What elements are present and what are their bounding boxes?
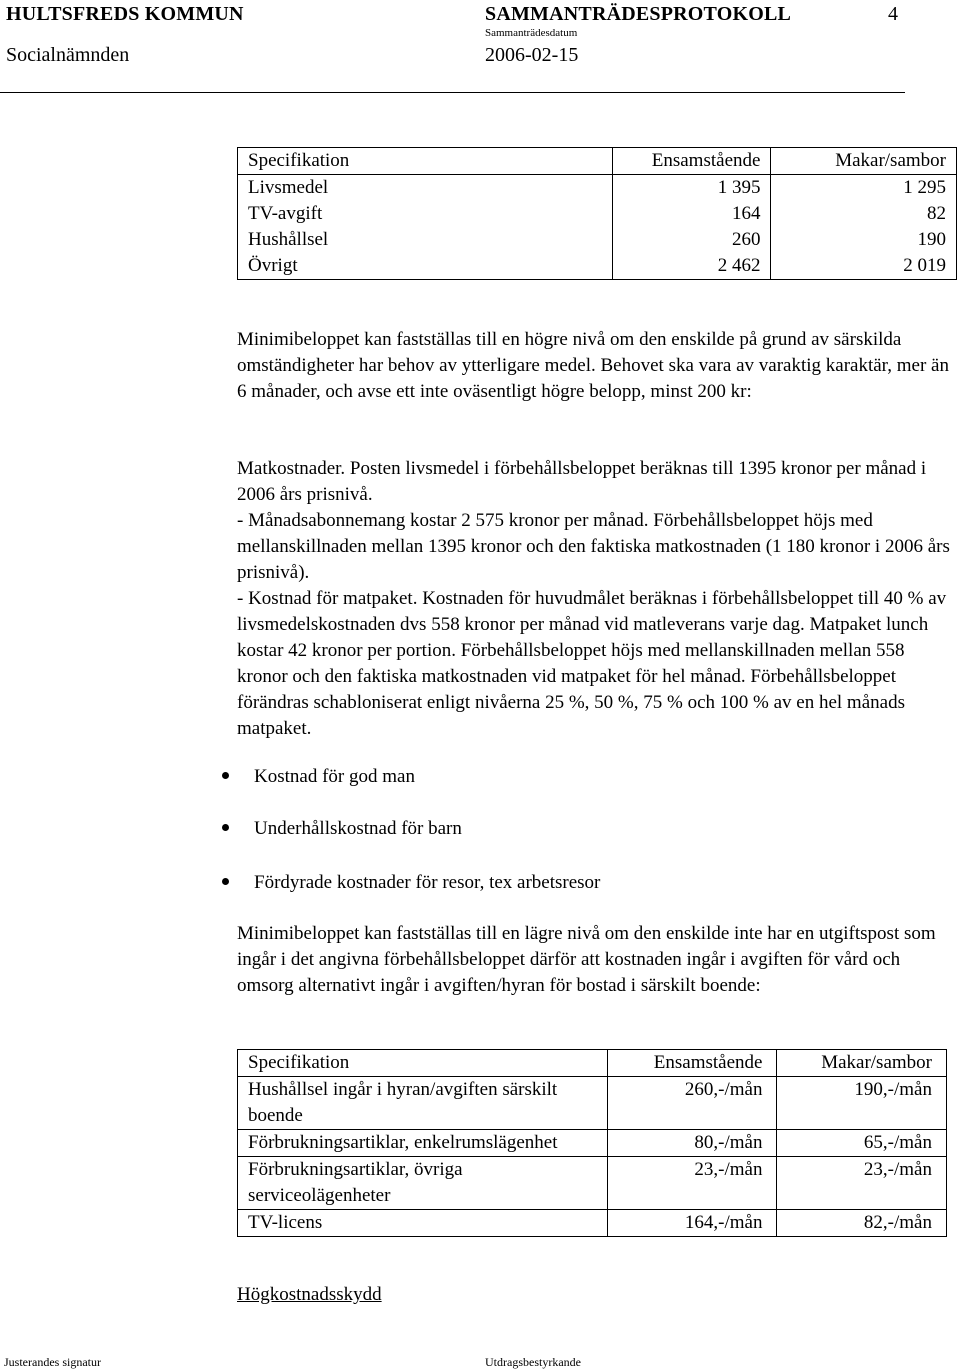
table-row [238, 201, 957, 227]
table-header-row [238, 1050, 947, 1077]
paragraph-text: Minimibeloppet kan fastställas till en lägre nivå om den enskilde inte har en utgiftspost som ingår i det angivna förbehållsbeloppet därför att kostnaden ingår i avgiften för vård och omsorg alternativt ingår i avgiften/hyran för bostad i särskilt boende: [237, 923, 936, 996]
table-cell: Förbrukningsartiklar, övriga serviceolägenheter [238, 1157, 608, 1210]
table-cell: 2 019 [771, 253, 957, 280]
table-header-row [238, 148, 957, 175]
column-header: Ensamstående [613, 148, 771, 175]
table-cell: Livsmedel [238, 175, 613, 202]
table-cell: Hushållsel [238, 227, 613, 253]
table-cell: 80,-/mån [608, 1130, 777, 1157]
table-row [238, 253, 957, 280]
signature-label: Justerandes signatur [4, 1355, 101, 1369]
column-header: Makar/sambor [771, 148, 957, 175]
committee-name: Socialnämnden [6, 44, 130, 66]
table-row [238, 1130, 947, 1157]
reduced-amounts-table [237, 1049, 947, 1237]
list-item-text: Kostnad för god man [254, 766, 415, 787]
column-header: Specifikation [238, 1050, 608, 1077]
list-item [222, 870, 600, 896]
table-cell: 2 462 [613, 253, 771, 280]
standard-amounts-table [237, 147, 957, 280]
table-cell: Förbrukningsartiklar, enkelrumslägenhet [238, 1130, 608, 1157]
table-cell: 1 395 [613, 175, 771, 202]
table-cell: 190,-/mån [777, 1077, 947, 1130]
municipality-name: HULTSFREDS KOMMUN [6, 3, 244, 25]
food-costs-section [237, 456, 952, 742]
table-cell: 82 [771, 201, 957, 227]
meeting-date: 2006-02-15 [485, 44, 579, 66]
page-number: 4 [888, 3, 898, 25]
table-row [238, 175, 957, 202]
section-heading: Högkostnadsskydd [237, 1284, 382, 1305]
paragraph-text: Minimibeloppet kan fastställas till en högre nivå om den enskilde på grund av särskilda omständigheter har behov av ytterligare medel. Behovet ska vara av varaktig karaktär, mer än 6 månader, och avse ett inte oväsentligt högre belopp, minst 200 kr: [237, 329, 949, 402]
bullet-icon [222, 878, 229, 885]
table-cell: 1 295 [771, 175, 957, 202]
extract-verification-label: Utdragsbestyrkande [485, 1355, 581, 1369]
food-costs-intro: Matkostnader. Posten livsmedel i förbehållsbeloppet beräknas till 1395 kronor per månad i 2006 års prisnivå. [237, 458, 927, 505]
meeting-date-label: Sammanträdesdatum [485, 27, 578, 39]
header-divider [0, 92, 905, 93]
table-cell: 260 [613, 227, 771, 253]
bullet-icon [222, 772, 229, 779]
table-cell: 23,-/mån [608, 1157, 777, 1210]
list-item-text: Underhållskostnad för barn [254, 818, 462, 839]
table-cell: Övrigt [238, 253, 613, 280]
bullet-icon [222, 824, 229, 831]
table-row [238, 227, 957, 253]
table-cell: 260,-/mån [608, 1077, 777, 1130]
table-cell: 164,-/mån [608, 1210, 777, 1237]
column-header: Specifikation [238, 148, 613, 175]
higher-level-paragraph [237, 327, 952, 405]
document-type: SAMMANTRÄDESPROTOKOLL [485, 3, 792, 25]
meal-package-paragraph: - Kostnad för matpaket. Kostnaden för huvudmålet beräknas i förbehållsbeloppet till 40 % av livsmedelskostnaden dvs 558 kronor per månad vid matleverans varje dag. Matpaket lunch kostar 42 kronor per portion. Förbehållsbeloppet höjs med mellanskillnaden mellan 558 kronor och den faktiska matkostnaden vid matpaket för hel månad. Förbehållsbeloppet förändras schabloniserat enligt nivåerna 25 %, 50 %, 75 % och 100 % av en hel månads matpaket. [237, 588, 947, 739]
table-cell: TV-avgift [238, 201, 613, 227]
table-row [238, 1210, 947, 1237]
table-cell: TV-licens [238, 1210, 608, 1237]
column-header: Makar/sambor [777, 1050, 947, 1077]
table-row [238, 1077, 947, 1130]
list-item [222, 816, 462, 842]
lower-level-paragraph [237, 921, 952, 999]
table-cell: 190 [771, 227, 957, 253]
table-cell: 164 [613, 201, 771, 227]
table-cell: 82,-/mån [777, 1210, 947, 1237]
table-cell: Hushållsel ingår i hyran/avgiften särskilt boende [238, 1077, 608, 1130]
list-item-text: Fördyrade kostnader för resor, tex arbetsresor [254, 872, 601, 893]
table-cell: 65,-/mån [777, 1130, 947, 1157]
column-header: Ensamstående [608, 1050, 777, 1077]
table-row [238, 1157, 947, 1210]
table-cell: 23,-/mån [777, 1157, 947, 1210]
list-item [222, 764, 415, 790]
subscription-paragraph: - Månadsabonnemang kostar 2 575 kronor per månad. Förbehållsbeloppet höjs med mellanskillnaden mellan 1395 kronor och den faktiska matkostnaden (1 180 kronor i 2006 års prisnivå). [237, 510, 950, 583]
